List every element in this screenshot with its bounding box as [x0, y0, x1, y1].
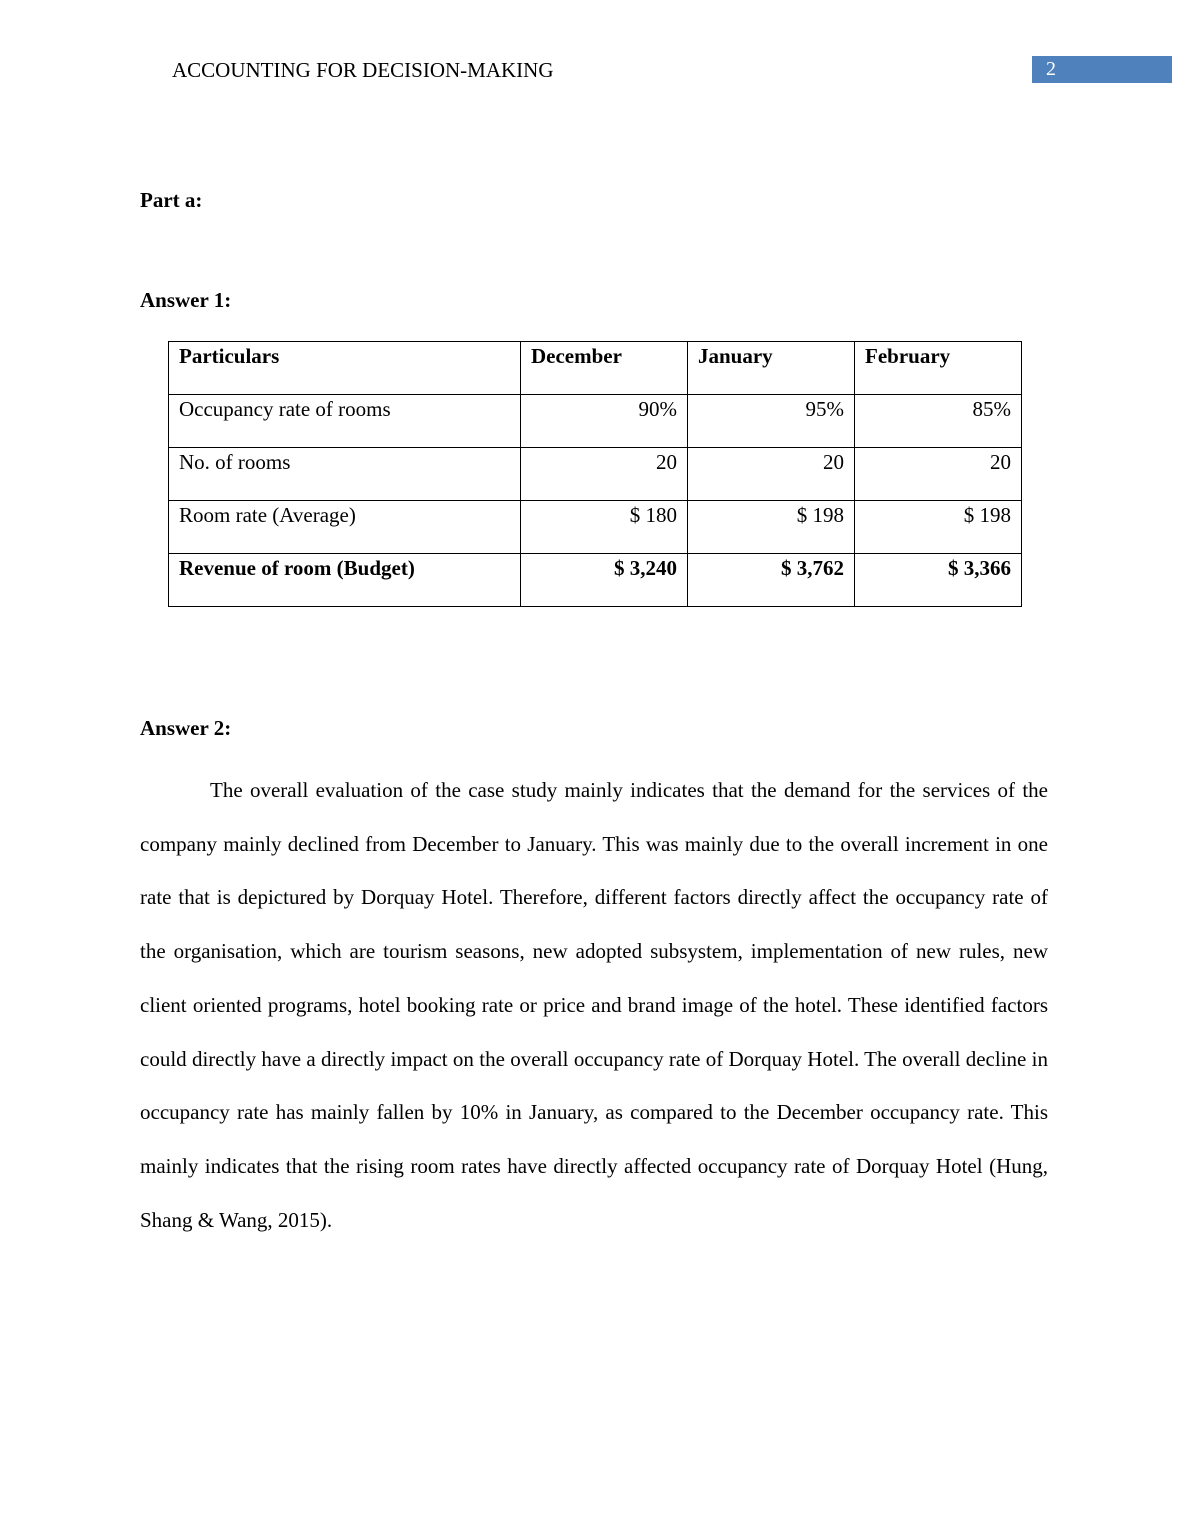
running-header-title: ACCOUNTING FOR DECISION-MAKING — [172, 58, 554, 82]
header-cell: February — [855, 342, 1022, 395]
row-label: Revenue of room (Budget) — [169, 554, 521, 607]
row-label: Occupancy rate of rooms — [169, 395, 521, 448]
page-number: 2 — [1046, 58, 1056, 80]
table-row — [169, 448, 1022, 501]
header-cell: December — [521, 342, 688, 395]
cell-value: 90% — [521, 395, 688, 448]
cell-value: $ 3,366 — [855, 554, 1022, 607]
cell-value: $ 198 — [855, 501, 1022, 554]
answer-2-heading: Answer 2: — [140, 716, 232, 740]
row-label: Room rate (Average) — [169, 501, 521, 554]
revenue-table — [168, 341, 1022, 607]
cell-value: 20 — [521, 448, 688, 501]
part-heading: Part a: — [140, 188, 203, 212]
cell-value: 20 — [688, 448, 855, 501]
header-cell: January — [688, 342, 855, 395]
table-total-row — [169, 554, 1022, 607]
table-row — [169, 395, 1022, 448]
row-label: No. of rooms — [169, 448, 521, 501]
cell-value: $ 180 — [521, 501, 688, 554]
page-number-badge — [1032, 56, 1172, 83]
cell-value: 20 — [855, 448, 1022, 501]
answer-1-heading: Answer 1: — [140, 288, 232, 312]
cell-value: $ 198 — [688, 501, 855, 554]
table-header-row — [169, 342, 1022, 395]
cell-value: $ 3,240 — [521, 554, 688, 607]
cell-value: 85% — [855, 395, 1022, 448]
cell-value: $ 3,762 — [688, 554, 855, 607]
table-row — [169, 501, 1022, 554]
answer-2-paragraph: The overall evaluation of the case study mainly indicates that the demand for the services of the company mainly declined from December to January. This was mainly due to the overall increment in one rate that is depictured by Dorquay Hotel. Therefore, different factors directly affect the occupancy rate of the organisation, which are tourism seasons, new adopted subsystem, implementation of new rules, new client oriented programs, hotel booking rate or price and brand image of the hotel. These identified factors could directly have a directly impact on the overall occupancy rate of Dorquay Hotel. The overall decline in occupancy rate has mainly fallen by 10% in January, as compared to the December occupancy rate. This mainly indicates that the rising room rates have directly affected occupancy rate of Dorquay Hotel (Hung, Shang & Wang, 2015). — [140, 778, 1048, 1232]
cell-value: 95% — [688, 395, 855, 448]
header-cell: Particulars — [169, 342, 521, 395]
